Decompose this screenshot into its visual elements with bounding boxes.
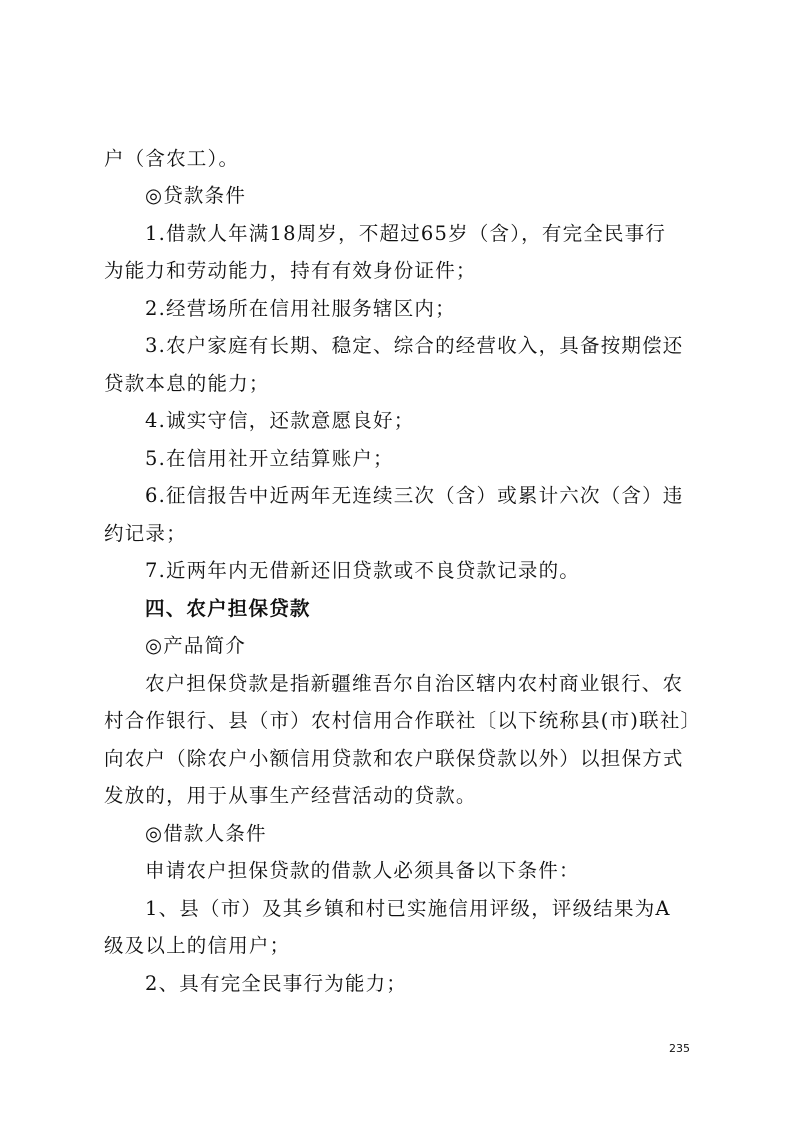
page-number: 235 <box>669 1042 690 1055</box>
text-line: 4.诚实守信，还款意愿良好； <box>145 409 415 432</box>
text-line: 约记录； <box>104 522 187 545</box>
text-line: 6.征信报告中近两年无连续三次（含）或累计六次（含）违 <box>145 484 684 507</box>
text-line: 3.农户家庭有长期、稳定、综合的经营收入，具备按期偿还 <box>145 334 684 357</box>
text-line: 农户担保贷款是指新疆维吾尔自治区辖内农村商业银行、农 <box>145 672 684 695</box>
section-marker-loan-conditions: ◎贷款条件 <box>145 184 247 207</box>
text-line: 向农户（除农户小额信用贷款和农户联保贷款以外）以担保方式 <box>104 747 684 770</box>
text-line: 申请农户担保贷款的借款人必须具备以下条件： <box>145 859 580 882</box>
section-marker-borrower-conditions: ◎借款人条件 <box>145 822 267 845</box>
section-heading: 四、农户担保贷款 <box>145 597 311 620</box>
text-line: 为能力和劳动能力，持有有效身份证件； <box>104 259 477 282</box>
text-line: 户（含农工）。 <box>104 147 240 170</box>
text-line: 2、具有完全民事行为能力； <box>145 972 408 995</box>
text-line: 贷款本息的能力； <box>104 372 270 395</box>
section-marker-product-intro: ◎产品简介 <box>145 634 247 657</box>
text-line: 5.在信用社开立结算账户； <box>145 447 394 470</box>
text-line: 1、县（市）及其乡镇和村已实施信用评级，评级结果为A <box>145 897 671 920</box>
text-line: 2.经营场所在信用社服务辖区内； <box>145 297 456 320</box>
text-line: 7.近两年内无借新还旧贷款或不良贷款记录的。 <box>145 559 581 582</box>
text-line: 村合作银行、县（市）农村信用合作联社〔以下统称县(市)联社〕 <box>104 709 702 732</box>
text-line: 发放的，用于从事生产经营活动的贷款。 <box>104 784 477 807</box>
text-line: 级及以上的信用户； <box>104 934 291 957</box>
text-line: 1.借款人年满18周岁，不超过65岁（含），有完全民事行 <box>145 222 667 245</box>
